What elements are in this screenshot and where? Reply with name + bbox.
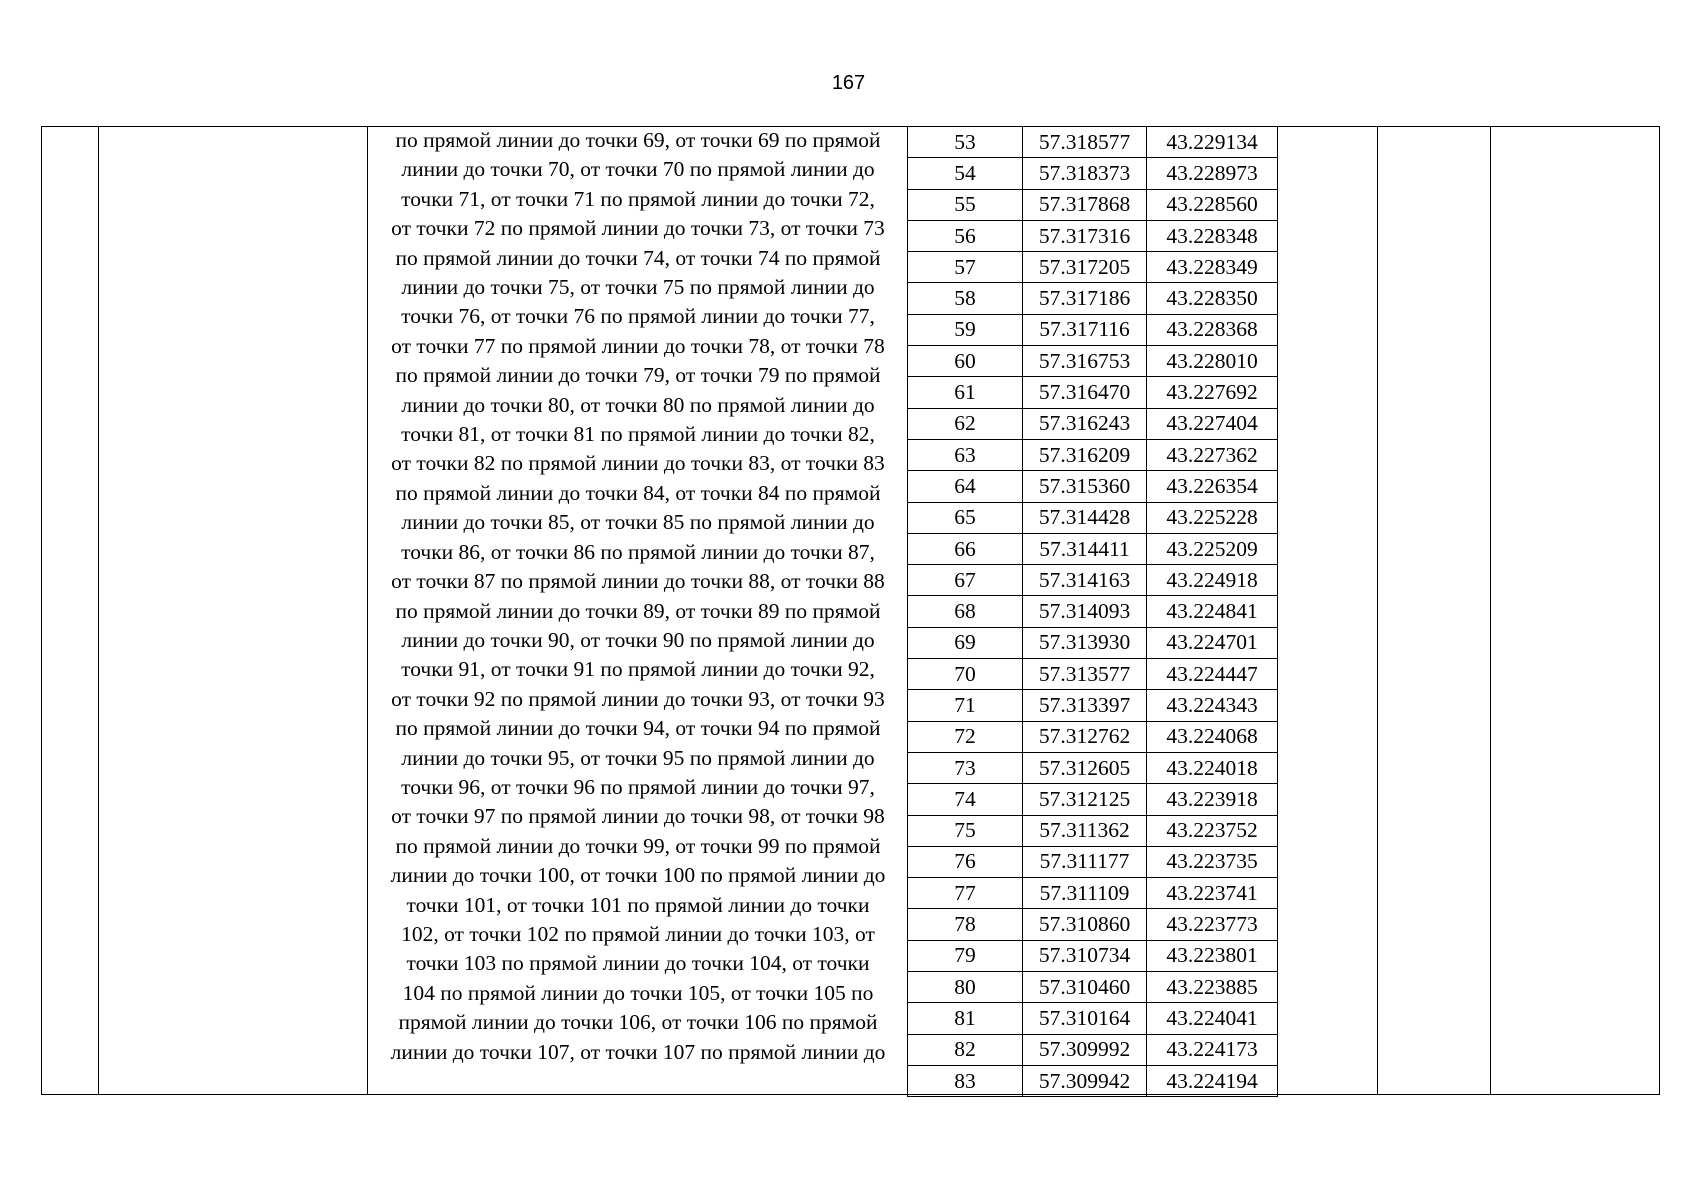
longitude-cell: 43.228348 xyxy=(1147,220,1278,251)
longitude-cell: 43.223735 xyxy=(1147,846,1278,877)
longitude-cell: 43.228560 xyxy=(1147,189,1278,220)
description-line: по прямой линии до точки 74, от точки 74 по прямой xyxy=(395,245,881,270)
point-number-cell: 58 xyxy=(908,283,1023,314)
latitude-cell: 57.316470 xyxy=(1023,377,1147,408)
description-line: 104 по прямой линии до точки 105, от точки 105 по xyxy=(402,980,874,1005)
longitude-cell: 43.225228 xyxy=(1147,502,1278,533)
table-row xyxy=(908,565,1278,596)
table-row xyxy=(908,784,1278,815)
table-row xyxy=(908,502,1278,533)
coordinates-table xyxy=(907,126,1278,1097)
description-line: по прямой линии до точки 89, от точки 89 по прямой xyxy=(395,598,881,623)
table-row xyxy=(908,439,1278,470)
description-line: точки 81, от точки 81 по прямой линии до точки 82, xyxy=(401,422,875,447)
table-row xyxy=(908,1065,1278,1096)
point-number-cell: 70 xyxy=(908,659,1023,690)
table-row xyxy=(908,659,1278,690)
point-number-cell: 81 xyxy=(908,1003,1023,1034)
point-number-cell: 77 xyxy=(908,878,1023,909)
latitude-cell: 57.318577 xyxy=(1023,127,1147,158)
description-line: линии до точки 95, от точки 95 по прямой линии до xyxy=(401,745,875,770)
table-row xyxy=(908,314,1278,345)
latitude-cell: 57.313397 xyxy=(1023,690,1147,721)
column-divider xyxy=(1377,126,1378,1095)
point-number-cell: 56 xyxy=(908,220,1023,251)
latitude-cell: 57.317316 xyxy=(1023,220,1147,251)
point-number-cell: 54 xyxy=(908,158,1023,189)
point-number-cell: 76 xyxy=(908,846,1023,877)
description-line: точки 71, от точки 71 по прямой линии до точки 72, xyxy=(401,186,875,211)
description-line: прямой линии до точки 106, от точки 106 по прямой xyxy=(398,1010,878,1035)
point-number-cell: 71 xyxy=(908,690,1023,721)
description-line: линии до точки 75, от точки 75 по прямой линии до xyxy=(401,275,875,300)
description-line: от точки 92 по прямой линии до точки 93, от точки 93 xyxy=(391,686,885,711)
point-number-cell: 62 xyxy=(908,408,1023,439)
table-row xyxy=(908,815,1278,846)
longitude-cell: 43.228973 xyxy=(1147,158,1278,189)
latitude-cell: 57.310860 xyxy=(1023,909,1147,940)
latitude-cell: 57.317186 xyxy=(1023,283,1147,314)
description-line: линии до точки 70, от точки 70 по прямой линии до xyxy=(401,157,875,182)
table-row xyxy=(908,189,1278,220)
table-row xyxy=(908,346,1278,377)
latitude-cell: 57.314163 xyxy=(1023,565,1147,596)
longitude-cell: 43.227692 xyxy=(1147,377,1278,408)
table-row xyxy=(908,940,1278,971)
table-row xyxy=(908,972,1278,1003)
description-line: точки 96, от точки 96 по прямой линии до точки 97, xyxy=(401,774,875,799)
latitude-cell: 57.314411 xyxy=(1023,533,1147,564)
latitude-cell: 57.311109 xyxy=(1023,878,1147,909)
latitude-cell: 57.310164 xyxy=(1023,1003,1147,1034)
table-row xyxy=(908,252,1278,283)
point-number-cell: 53 xyxy=(908,127,1023,158)
longitude-cell: 43.224018 xyxy=(1147,752,1278,783)
description-line: линии до точки 100, от точки 100 по прямой линии до xyxy=(390,863,886,888)
table-row xyxy=(908,377,1278,408)
table-row xyxy=(908,471,1278,502)
longitude-cell: 43.223801 xyxy=(1147,940,1278,971)
description-line: линии до точки 90, от точки 90 по прямой линии до xyxy=(401,627,875,652)
longitude-cell: 43.224068 xyxy=(1147,721,1278,752)
latitude-cell: 57.311362 xyxy=(1023,815,1147,846)
longitude-cell: 43.224041 xyxy=(1147,1003,1278,1034)
longitude-cell: 43.224343 xyxy=(1147,690,1278,721)
longitude-cell: 43.223885 xyxy=(1147,972,1278,1003)
description-line: по прямой линии до точки 69, от точки 69 по прямой xyxy=(395,128,881,152)
latitude-cell: 57.316753 xyxy=(1023,346,1147,377)
point-number-cell: 61 xyxy=(908,377,1023,408)
longitude-cell: 43.228350 xyxy=(1147,283,1278,314)
description-line: точки 76, от точки 76 по прямой линии до точки 77, xyxy=(401,304,875,329)
point-number-cell: 72 xyxy=(908,721,1023,752)
longitude-cell: 43.228349 xyxy=(1147,252,1278,283)
longitude-cell: 43.225209 xyxy=(1147,533,1278,564)
latitude-cell: 57.317116 xyxy=(1023,314,1147,345)
latitude-cell: 57.315360 xyxy=(1023,471,1147,502)
longitude-cell: 43.228368 xyxy=(1147,314,1278,345)
table-row xyxy=(908,1003,1278,1034)
longitude-cell: 43.223752 xyxy=(1147,815,1278,846)
point-number-cell: 68 xyxy=(908,596,1023,627)
latitude-cell: 57.309942 xyxy=(1023,1065,1147,1096)
description-line: 102, от точки 102 по прямой линии до точки 103, от xyxy=(401,921,875,946)
point-number-cell: 66 xyxy=(908,533,1023,564)
description-line: линии до точки 107, от точки 107 по прямой линии до xyxy=(390,1039,886,1064)
column-divider xyxy=(1490,126,1491,1095)
longitude-cell: 43.226354 xyxy=(1147,471,1278,502)
longitude-cell: 43.224701 xyxy=(1147,627,1278,658)
description-line: по прямой линии до точки 99, от точки 99 по прямой xyxy=(395,833,881,858)
point-number-cell: 75 xyxy=(908,815,1023,846)
latitude-cell: 57.312762 xyxy=(1023,721,1147,752)
point-number-cell: 59 xyxy=(908,314,1023,345)
table-row xyxy=(908,627,1278,658)
latitude-cell: 57.314428 xyxy=(1023,502,1147,533)
table-row xyxy=(908,533,1278,564)
point-number-cell: 60 xyxy=(908,346,1023,377)
latitude-cell: 57.314093 xyxy=(1023,596,1147,627)
point-number-cell: 55 xyxy=(908,189,1023,220)
longitude-cell: 43.224173 xyxy=(1147,1034,1278,1065)
latitude-cell: 57.316243 xyxy=(1023,408,1147,439)
point-number-cell: 79 xyxy=(908,940,1023,971)
longitude-cell: 43.223741 xyxy=(1147,878,1278,909)
latitude-cell: 57.312605 xyxy=(1023,752,1147,783)
longitude-cell: 43.227404 xyxy=(1147,408,1278,439)
description-line: от точки 82 по прямой линии до точки 83, от точки 83 xyxy=(391,451,885,476)
point-number-cell: 67 xyxy=(908,565,1023,596)
table-row xyxy=(908,220,1278,251)
description-line: точки 91, от точки 91 по прямой линии до точки 92, xyxy=(401,657,875,682)
latitude-cell: 57.317205 xyxy=(1023,252,1147,283)
description-line: линии до точки 80, от точки 80 по прямой линии до xyxy=(401,392,875,417)
longitude-cell: 43.223773 xyxy=(1147,909,1278,940)
table-row xyxy=(908,127,1278,158)
point-number-cell: 57 xyxy=(908,252,1023,283)
point-number-cell: 64 xyxy=(908,471,1023,502)
table-row xyxy=(908,158,1278,189)
point-number-cell: 74 xyxy=(908,784,1023,815)
boundary-description xyxy=(368,126,908,1067)
latitude-cell: 57.313577 xyxy=(1023,659,1147,690)
point-number-cell: 78 xyxy=(908,909,1023,940)
description-line: от точки 97 по прямой линии до точки 98, от точки 98 xyxy=(391,804,885,829)
latitude-cell: 57.312125 xyxy=(1023,784,1147,815)
point-number-cell: 80 xyxy=(908,972,1023,1003)
point-number-cell: 69 xyxy=(908,627,1023,658)
description-line: по прямой линии до точки 84, от точки 84 по прямой xyxy=(395,480,881,505)
point-number-cell: 83 xyxy=(908,1065,1023,1096)
table-row xyxy=(908,752,1278,783)
point-number-cell: 82 xyxy=(908,1034,1023,1065)
point-number-cell: 73 xyxy=(908,752,1023,783)
table-row xyxy=(908,408,1278,439)
longitude-cell: 43.224447 xyxy=(1147,659,1278,690)
table-row xyxy=(908,690,1278,721)
latitude-cell: 57.309992 xyxy=(1023,1034,1147,1065)
latitude-cell: 57.310734 xyxy=(1023,940,1147,971)
table-row xyxy=(908,909,1278,940)
column-divider xyxy=(98,126,99,1095)
point-number-cell: 63 xyxy=(908,439,1023,470)
table-row xyxy=(908,846,1278,877)
longitude-cell: 43.229134 xyxy=(1147,127,1278,158)
description-line: точки 86, от точки 86 по прямой линии до точки 87, xyxy=(401,539,875,564)
latitude-cell: 57.318373 xyxy=(1023,158,1147,189)
table-row xyxy=(908,1034,1278,1065)
longitude-cell: 43.228010 xyxy=(1147,346,1278,377)
description-line: от точки 72 по прямой линии до точки 73, от точки 73 xyxy=(391,216,885,241)
description-line: от точки 77 по прямой линии до точки 78, от точки 78 xyxy=(391,333,885,358)
longitude-cell: 43.224918 xyxy=(1147,565,1278,596)
longitude-cell: 43.227362 xyxy=(1147,439,1278,470)
table-row xyxy=(908,721,1278,752)
point-number-cell: 65 xyxy=(908,502,1023,533)
table-row xyxy=(908,878,1278,909)
latitude-cell: 57.317868 xyxy=(1023,189,1147,220)
table-row xyxy=(908,283,1278,314)
page-number: 167 xyxy=(831,72,866,94)
latitude-cell: 57.310460 xyxy=(1023,972,1147,1003)
description-line: по прямой линии до точки 79, от точки 79 по прямой xyxy=(395,363,881,388)
latitude-cell: 57.311177 xyxy=(1023,846,1147,877)
latitude-cell: 57.313930 xyxy=(1023,627,1147,658)
description-line: точки 103 по прямой линии до точки 104, от точки xyxy=(406,951,870,976)
table-row xyxy=(908,596,1278,627)
longitude-cell: 43.223918 xyxy=(1147,784,1278,815)
description-line: от точки 87 по прямой линии до точки 88, от точки 88 xyxy=(391,569,885,594)
latitude-cell: 57.316209 xyxy=(1023,439,1147,470)
longitude-cell: 43.224194 xyxy=(1147,1065,1278,1096)
description-line: линии до точки 85, от точки 85 по прямой линии до xyxy=(401,510,875,535)
description-line: по прямой линии до точки 94, от точки 94 по прямой xyxy=(395,716,881,741)
description-line: точки 101, от точки 101 по прямой линии до точки xyxy=(406,892,870,917)
longitude-cell: 43.224841 xyxy=(1147,596,1278,627)
